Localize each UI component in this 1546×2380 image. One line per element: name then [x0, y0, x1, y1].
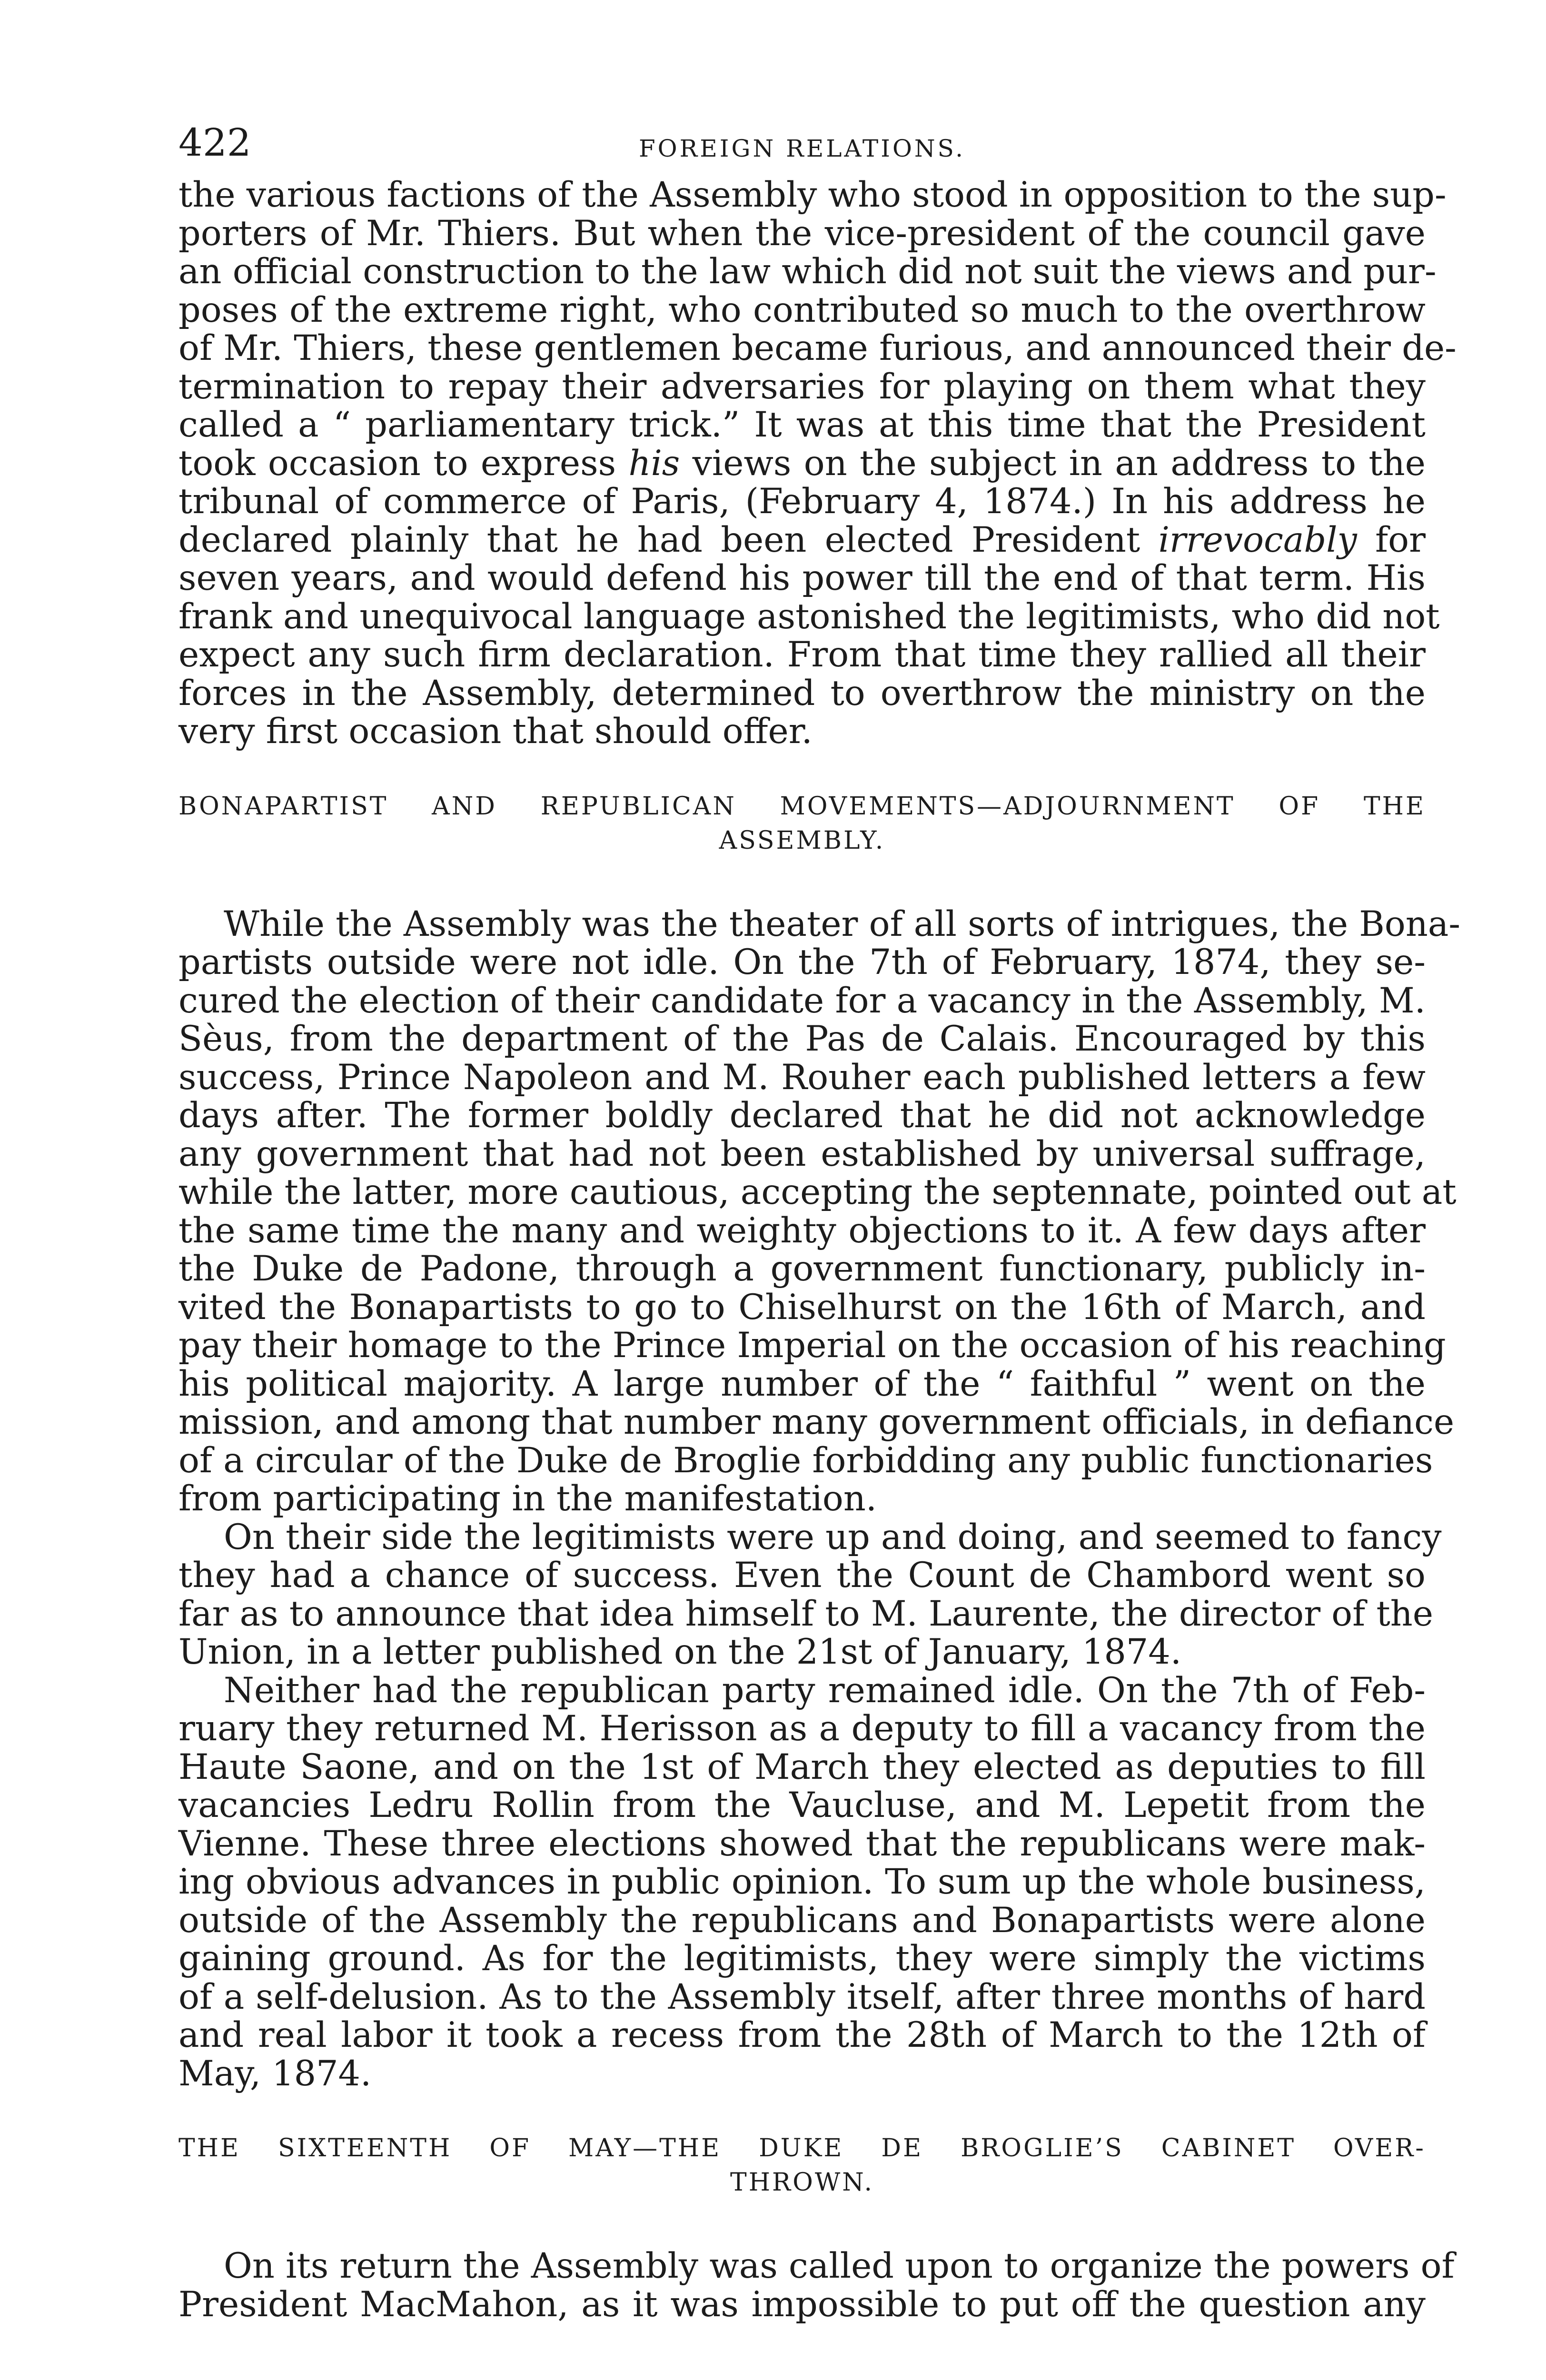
paragraph-legitimists [178, 1517, 1442, 1672]
section-heading-sixteenth-may [178, 2131, 1426, 2200]
text-line: they had a chance of success. Even the Count de Chambord went so [178, 1555, 1426, 1596]
text-line: called a “ parliamentary trick.” It was at this time that the President [178, 405, 1426, 445]
text-line: frank and unequivocal language astonished the legitimists, who did not [178, 596, 1440, 637]
text-line: ing obvious advances in public opinion. To sum up the whole business, [178, 1862, 1426, 1902]
text-line: While the Assembly was the theater of all sorts of intrigues, the Bona- [224, 903, 1461, 944]
text-line: the various factions of the Assembly who stood in opposition to the sup- [178, 175, 1447, 215]
text-line: tribunal of commerce of Paris, (February 4, 1874.) In his address he [178, 481, 1426, 522]
paragraph-republicans [178, 1672, 1426, 2093]
text-line: expect any such firm declaration. From that time they rallied all their [178, 635, 1426, 675]
text-line: the same time the many and weighty objections to it. A few days after [178, 1210, 1426, 1251]
text-line: of a self-delusion. As to the Assembly itself, after three months of hard [178, 1976, 1426, 2017]
text-line: On their side the legitimists were up and doing, and seemed to fancy [224, 1517, 1442, 1557]
paragraph-bonapartists [178, 903, 1461, 1519]
text-line: termination to repay their adversaries for playing on them what they [178, 366, 1426, 407]
text-line: of a circular of the Duke de Broglie forbidding any public functionaries [178, 1440, 1433, 1481]
running-title: FOREIGN RELATIONS. [638, 135, 966, 162]
paragraph-factions [178, 175, 1457, 752]
document-page [178, 119, 1461, 2325]
text-line: forces in the Assembly, determined to overthrow the ministry on the [178, 673, 1426, 714]
text-line: an official construction to the law which did not suit the views and pur- [178, 251, 1437, 292]
text-line: pay their homage to the Prince Imperial on the occasion of his reaching [178, 1325, 1446, 1366]
text-line: outside of the Assembly the republicans and Bonapartists were alone [178, 1900, 1426, 1941]
heading-line: THE SIXTEENTH OF MAY—THE DUKE DE BROGLIE’S CABINET OVER- [178, 2134, 1426, 2162]
text-line: Vienne. These three elections showed that the republicans were mak- [178, 1823, 1426, 1864]
text-line: President MacMahon, as it was impossible to put off the question any [178, 2284, 1426, 2325]
heading-line: ASSEMBLY. [719, 826, 885, 855]
paragraph-return-assembly [178, 2246, 1455, 2325]
text-line: and real labor it took a recess from the 28th of March to the 12th of [178, 2015, 1426, 2055]
text-line: Neither had the republican party remained idle. On the 7th of Feb- [224, 1670, 1426, 1711]
text-line: far as to announce that idea himself to M. Laurente, the director of the [178, 1593, 1434, 1634]
text-line: ruary they returned M. Herisson as a deputy to fill a vacancy from the [178, 1708, 1426, 1749]
text-line: porters of Mr. Thiers. But when the vice-president of the council gave [178, 213, 1426, 254]
text-line: any government that had not been established by universal suffrage, [178, 1133, 1426, 1174]
text-line: partists outside were not idle. On the 7th of February, 1874, they se- [178, 942, 1426, 982]
text-line: gaining ground. As for the legitimists, they were simply the victims [178, 1938, 1426, 1979]
text-line: vacancies Ledru Rollin from the Vaucluse, and M. Lepetit from the [178, 1785, 1426, 1825]
text-line: May, 1874. [178, 2053, 372, 2094]
text-line: while the latter, more cautious, accepting the septennate, pointed out at [178, 1172, 1457, 1212]
text-line: declared plainly that he had been elected President irrevocably for [178, 519, 1426, 560]
running-head [178, 119, 1426, 176]
text-line: success, Prince Napoleon and M. Rouher each published letters a few [178, 1057, 1426, 1098]
text-line: vited the Bonapartists to go to Chiselhurst on the 16th of March, and [178, 1287, 1426, 1328]
text-line: days after. The former boldly declared that he did not acknowledge [178, 1095, 1426, 1136]
section-heading-bonapartist [178, 789, 1426, 858]
text-line: of Mr. Thiers, these gentlemen became furious, and announced their de- [178, 328, 1457, 368]
text-line: On its return the Assembly was called upon to organize the powers of [224, 2246, 1455, 2286]
heading-line: THROWN. [730, 2168, 874, 2197]
text-line: Haute Saone, and on the 1st of March they elected as deputies to fill [178, 1746, 1426, 1787]
text-line: Union, in a letter published on the 21st of January, 1874. [178, 1632, 1182, 1672]
text-line: seven years, and would defend his power till the end of that term. His [178, 558, 1426, 598]
text-line: from participating in the manifestation. [178, 1478, 877, 1519]
text-line: Sèus, from the department of the Pas de Calais. Encouraged by this [178, 1019, 1426, 1059]
text-line: mission, and among that number many government officials, in defiance [178, 1402, 1455, 1442]
text-line: his political majority. A large number of the “ faithful ” went on the [178, 1363, 1426, 1404]
heading-line: BONAPARTIST AND REPUBLICAN MOVEMENTS—ADJOURNMENT OF THE [178, 792, 1426, 821]
text-line: the Duke de Padone, through a government functionary, publicly in- [178, 1249, 1426, 1289]
text-line: cured the election of their candidate for a vacancy in the Assembly, M. [178, 980, 1426, 1021]
text-line: took occasion to express his views on the subject in an address to the [178, 443, 1426, 484]
page-number: 422 [178, 120, 251, 165]
text-line: poses of the extreme right, who contributed so much to the overthrow [178, 289, 1426, 330]
text-line: very first occasion that should offer. [178, 711, 813, 752]
